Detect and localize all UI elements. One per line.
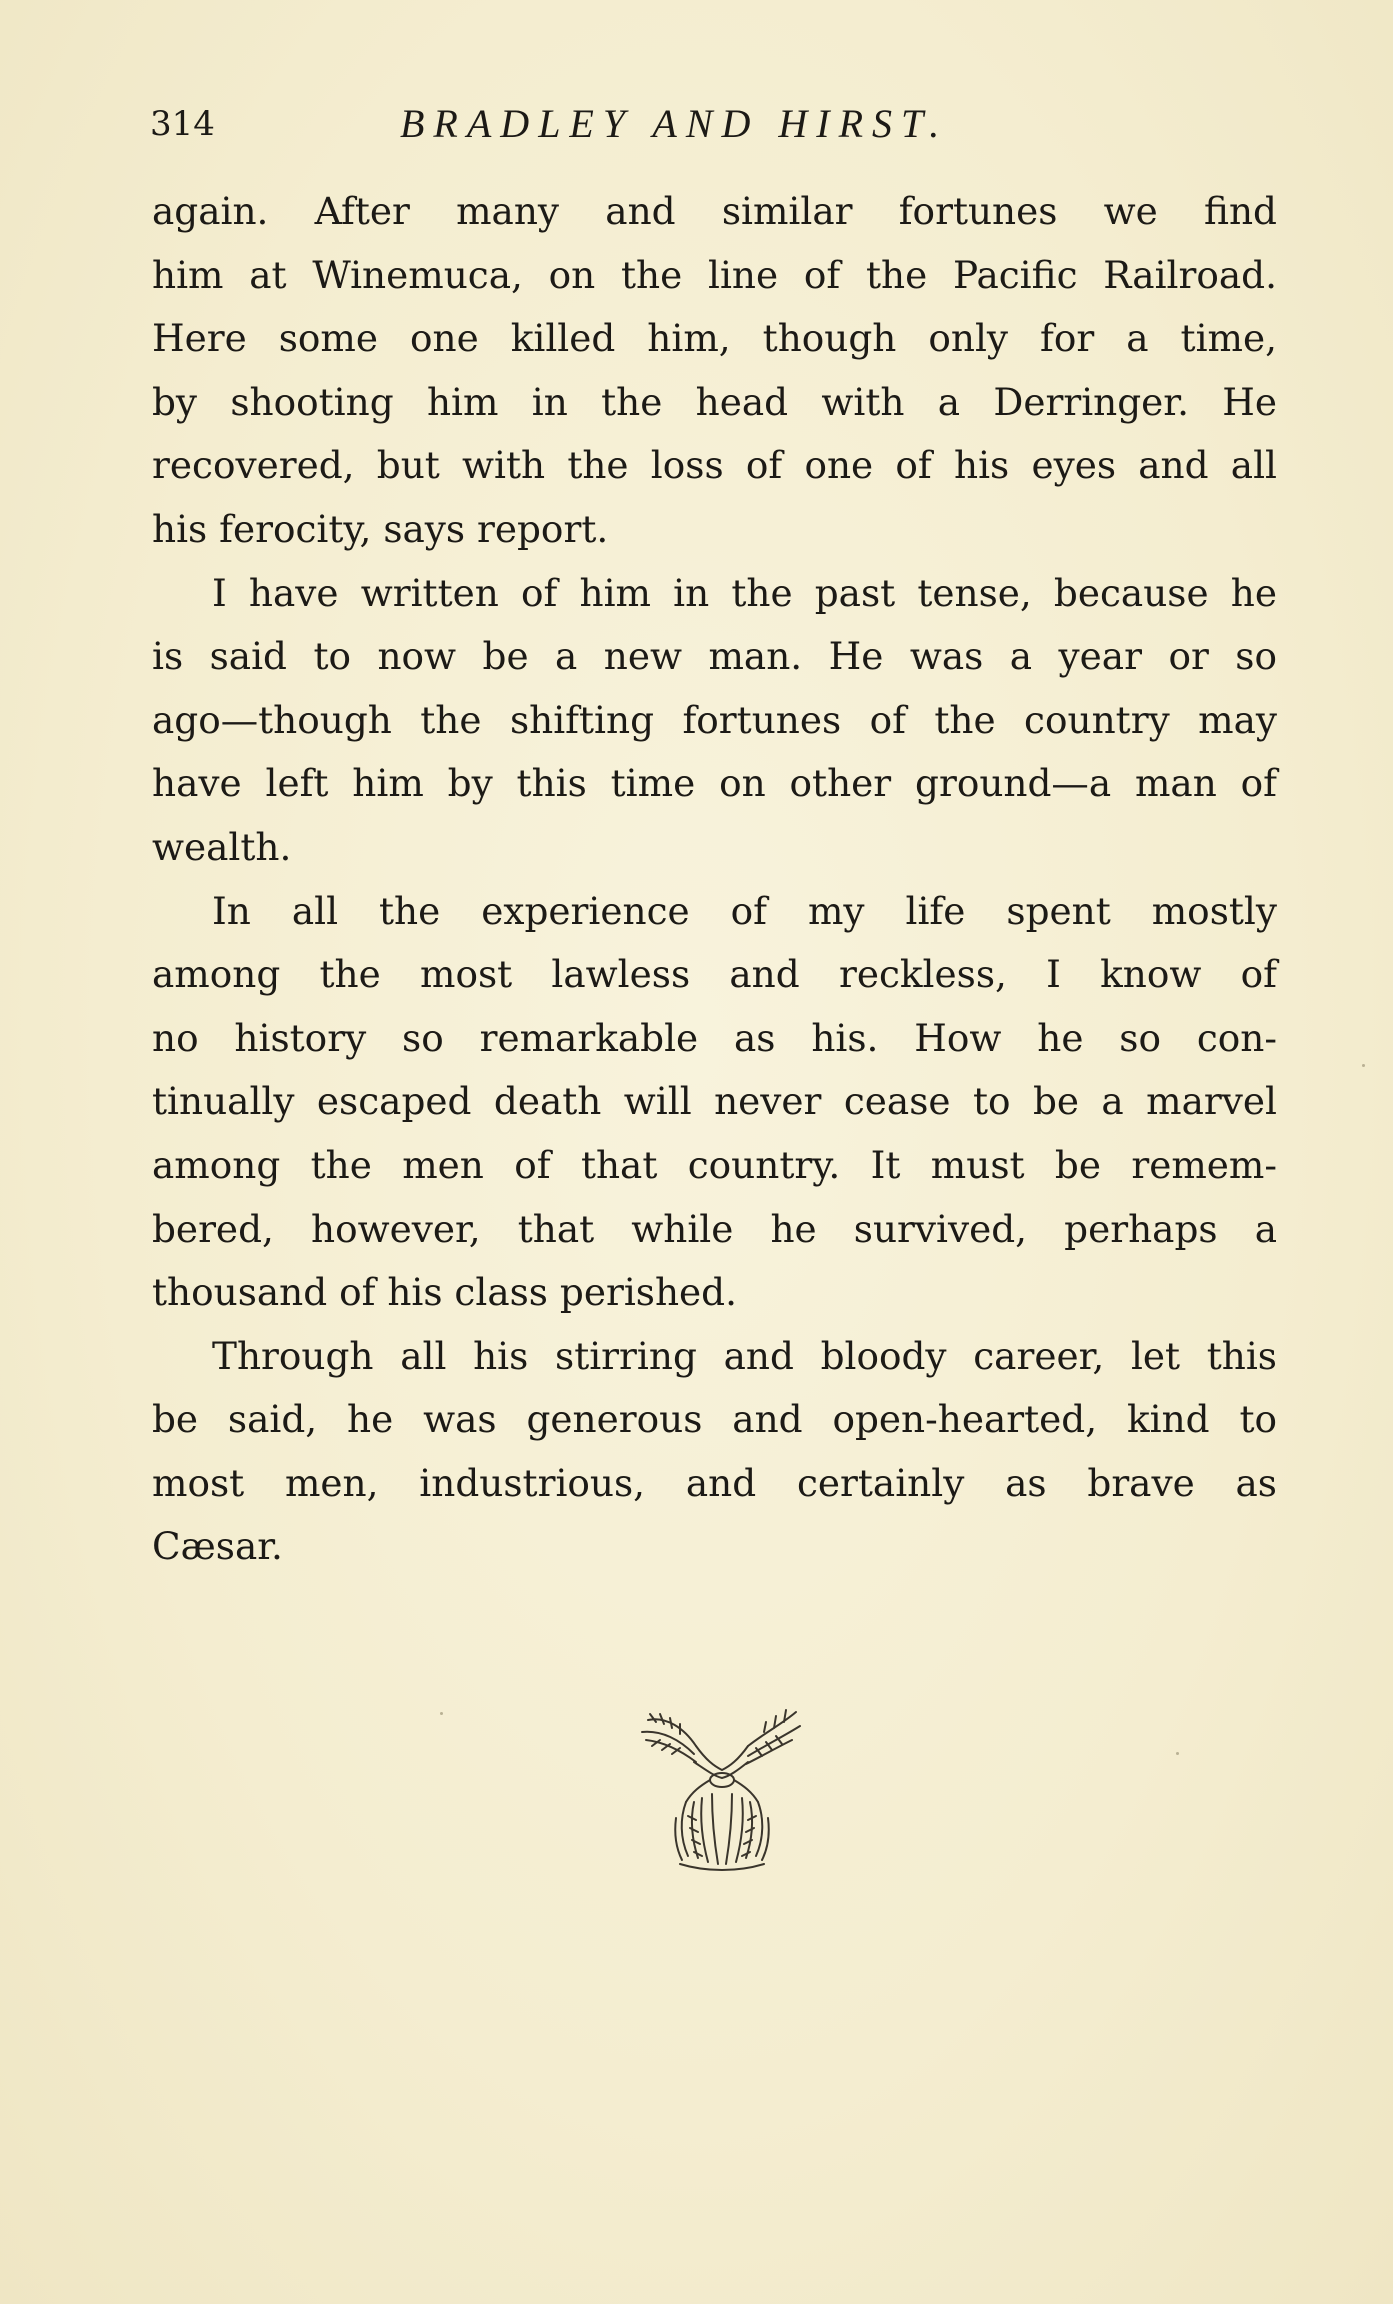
text-line: him at Winemuca, on the line of the Pacific Railroad. xyxy=(152,252,1277,297)
text-line: his ferocity, says report. xyxy=(152,506,609,551)
text-line: ago—though the shifting fortunes of the country may xyxy=(152,697,1277,742)
paragraph-3 xyxy=(152,880,1277,1325)
running-title: BRADLEY AND HIRST. xyxy=(400,101,949,146)
paper-speck xyxy=(1362,1064,1365,1067)
text-line: Through all his stirring and bloody career, let this xyxy=(212,1333,1277,1378)
text-line: among the most lawless and reckless, I know of xyxy=(152,952,1277,997)
page-header xyxy=(150,96,1280,152)
body-text xyxy=(152,180,1277,1579)
text-line: wealth. xyxy=(152,824,292,869)
text-line: Cæsar. xyxy=(152,1524,283,1569)
paper-speck xyxy=(440,1712,443,1715)
text-line: among the men of that country. It must be remem- xyxy=(152,1142,1277,1187)
paper-speck xyxy=(1176,1752,1179,1755)
paragraph-2 xyxy=(152,562,1277,880)
text-line: In all the experience of my life spent mostly xyxy=(212,888,1277,933)
page-number: 314 xyxy=(150,104,215,144)
text-line: most men, industrious, and certainly as brave as xyxy=(152,1460,1277,1505)
paragraph-4 xyxy=(152,1325,1277,1579)
floral-tailpiece-icon xyxy=(636,1706,806,1872)
paragraph-1 xyxy=(152,180,1277,562)
text-line: recovered, but with the loss of one of his eyes and all xyxy=(152,443,1277,488)
text-line: tinually escaped death will never cease to be a marvel xyxy=(152,1079,1277,1124)
text-line: have left him by this time on other ground—a man of xyxy=(152,761,1277,806)
text-line: be said, he was generous and open-hearted, kind to xyxy=(152,1397,1277,1442)
text-line: by shooting him in the head with a Derringer. He xyxy=(152,379,1277,424)
text-line: again. After many and similar fortunes we find xyxy=(152,189,1277,233)
text-line: bered, however, that while he survived, perhaps a xyxy=(152,1206,1277,1251)
text-line: thousand of his class perished. xyxy=(152,1270,737,1315)
text-line: is said to now be a new man. He was a year or so xyxy=(152,634,1277,679)
text-line: I have written of him in the past tense, because he xyxy=(212,570,1277,615)
text-line: Here some one killed him, though only for a time, xyxy=(152,316,1277,361)
text-line: no history so remarkable as his. How he so con- xyxy=(152,1015,1277,1060)
